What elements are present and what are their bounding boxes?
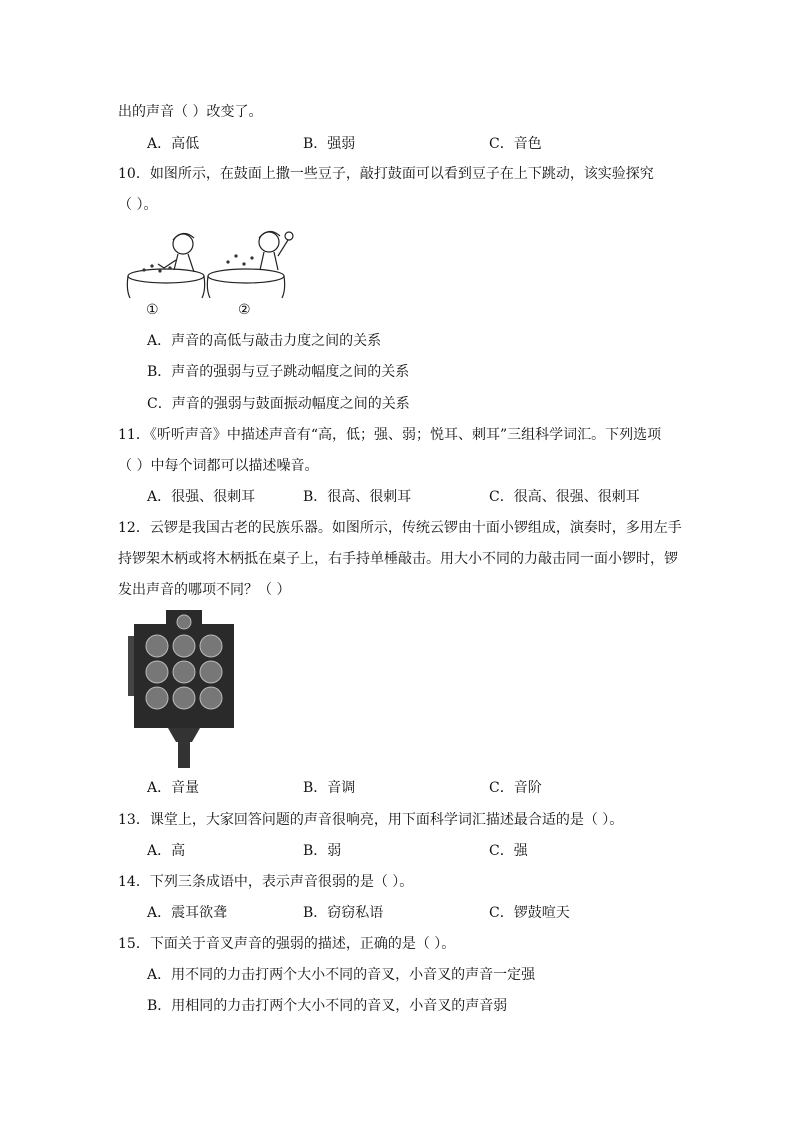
q9-stem-tail: 出的声音（ ）改变了。	[118, 104, 263, 120]
q12-stem-line1: 12．云锣是我国古老的民族乐器。如图所示，传统云锣由十面小锣组成，演奏时，多用左手	[118, 520, 682, 536]
q10-stem-line2: （ ）。	[118, 197, 158, 213]
q12-stem-line3: 发出声音的哪项不同？（ ）	[118, 582, 291, 598]
q13-stem: 13．课堂上，大家回答问题的声音很响亮，用下面科学词汇描述最合适的是（ ）。	[118, 812, 624, 828]
drum-1-illustration	[127, 233, 204, 298]
q11-option-a: A．很强、很刺耳	[147, 489, 256, 505]
q11-stem-line1: 11．《听听声音》中描述声音有“高，低；强、弱；悦耳、刺耳”三组科学词汇。下列选项	[118, 427, 662, 443]
q14-stem: 14．下列三条成语中，表示声音很弱的是（ ）。	[118, 874, 414, 890]
q13-option-b: B．弱	[303, 843, 342, 859]
q10-stem-line1: 10．如图所示，在鼓面上撒一些豆子，敲打鼓面可以看到豆子在上下跳动，该实验探究	[118, 166, 654, 182]
q15-stem: 15．下面关于音叉声音的强弱的描述，正确的是（ ）。	[118, 936, 456, 952]
q11-option-b: B．很高、很刺耳	[303, 489, 412, 505]
figure-label-1: ①	[146, 302, 159, 318]
q12-option-c: C．音阶	[489, 780, 542, 796]
figure-label-2: ②	[238, 302, 251, 318]
drum-2-illustration	[207, 231, 293, 298]
q15-option-b: B．用相同的力击打两个大小不同的音叉，小音叉的声音弱	[147, 998, 508, 1014]
q10-option-b: B．声音的强弱与豆子跳动幅度之间的关系	[147, 364, 410, 380]
q11-option-c: C．很高、很强、很刺耳	[489, 489, 640, 505]
q11-stem-line2: （ ）中每个词都可以描述噪音。	[118, 458, 319, 474]
q9-option-c: C．音色	[489, 136, 542, 152]
q15-option-a: A．用不同的力击打两个大小不同的音叉，小音叉的声音一定强	[147, 967, 536, 983]
q10-option-c: C．声音的强弱与鼓面振动幅度之间的关系	[147, 396, 410, 412]
q14-option-b: B．窃窃私语	[303, 905, 384, 921]
drum-experiment-figure	[118, 222, 298, 322]
q12-stem-line2: 持锣架木柄或将木柄抵在桌子上，右手持单棰敲击。用大小不同的力敲击同一面小锣时，锣	[118, 551, 678, 567]
q9-option-a: A．高低	[147, 136, 200, 152]
q9-option-b: B．强弱	[303, 136, 356, 152]
yunluo-figure	[126, 606, 244, 772]
q10-option-a: A．声音的高低与敲击力度之间的关系	[147, 333, 382, 349]
q12-option-a: A．音量	[147, 780, 200, 796]
q12-option-b: B．音调	[303, 780, 356, 796]
q13-option-c: C．强	[489, 843, 528, 859]
q13-option-a: A．高	[147, 843, 186, 859]
q14-option-c: C．锣鼓喧天	[489, 905, 570, 921]
q14-option-a: A．震耳欲聋	[147, 905, 228, 921]
